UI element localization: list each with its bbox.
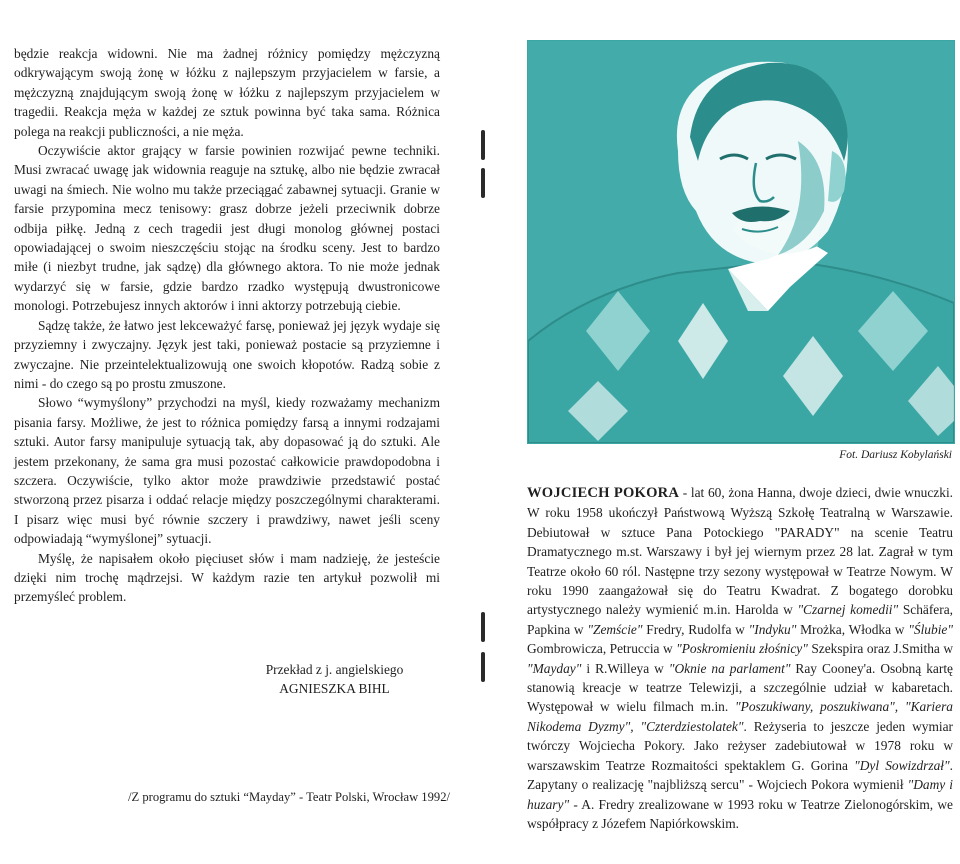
article-paragraph: Myślę, że napisałem około pięciuset słów i mam nadzieję, że jesteście dzięki nim trochę mądrzejsi. W każdym razie ten artykuł pozwolił mi przemyśleć problem.	[14, 550, 440, 605]
article-paragraph: będzie reakcja widowni. Nie ma żadnej różnicy pomiędzy mężczyzną odkrywającym swoją żonę w łóżku z najlepszym przyjacielem w farsie, a mężczyzną znajdującym swoją żonę w łóżku z najlepszym przyjacielem w tragedii. Reakcja męża w każdej ze sztuk powinna być taka sama. Różnica polega na reakcji publiczności, a nie męża.	[14, 46, 440, 139]
bio-text-run: Gombrowicza, Petruccia w	[527, 641, 677, 657]
translation-credit	[252, 660, 417, 698]
bio-paragraph	[527, 483, 953, 833]
bio-text-run: - A. Fredry zrealizowane w 1993 roku w Teatrze Zielonogórskim, we współpracy z Józefem Napiórkowskim.	[527, 796, 953, 831]
article-paragraph: Oczywiście aktor grający w farsie powinien rozwijać pewne techniki. Musi zwracać uwagę jak widownia reaguje na sztukę, albo nie będzie zwracał uwagi na śmiech. Nie wolno mu także przeciągać zabawnej sytuacji. Granie w farsie przypomina mecz tenisowy: grasz dobrze jeżeli przeciwnik dobrze odbija piłkę. Jedną z cech tragedii jest długi monolog głównej postaci opowiadającej o swoim nieszczęściu stojąc na środku sceny. Jest to bardzo miłe (i niezbyt trudne, jak sądzę) dla głównego aktora. To nie może jednak wydarzyć się w farsie, gdzie bardzo rzadko występują dwustronicowe monologi. Potrzebujesz innych aktorów i inni aktorzy potrzebują ciebie.	[14, 143, 440, 314]
bio-text-run: . Zapytany o realizację "najbliższą sercu" - Wojciech Pokora wymienił	[527, 757, 953, 793]
bio-title-italic: "Czarnej komedii"	[797, 602, 899, 618]
bio-text-run: Schäfera, Papkina w	[527, 602, 954, 637]
bio-title-italic: "Poszukiwany, poszukiwana", "Kariera Nikodema Dyzmy", "Czterdziestolatek"	[527, 699, 953, 734]
bio-text-run: Ray Cooney'a. Osobną kartę stanowią kreacje w teatrze Telewizji, a szczególnie udział w kabaretach. Występował w wielu filmach m.in.	[527, 660, 953, 715]
bio-text-run: Szekspira oraz J.Smitha w	[807, 641, 953, 657]
bio-text-run: - lat 60, żona Hanna, dwoje dzieci, dwie wnuczki. W roku 1958 ukończył Państwową Wyższą Szkołę Teatralną w Warszawie. Debiutował w sztuce Pana Potockiego "PARADY" na scenie Teatru Dramatycznego m.st. Warszawy i był jej wiernym przez 28 lat. Zagrał w tym Teatrze około 60 ról. Następne trzy sezony występował w Teatrze Nowym. W roku 1990 zaangażował się do Teatru Kwadrat. Z bogatego dorobku artystycznego należy wymienić m.in. Harolda w	[527, 485, 954, 618]
bio-text	[527, 485, 953, 831]
bio-title-italic: "Poskromieniu złośnicy"	[676, 641, 808, 657]
article-paragraph: Sądzę także, że łatwo jest lekceważyć farsę, ponieważ jej język wydaje się przyziemny i zwyczajny. Język jest taki, ponieważ postacie są przyziemne i zwyczajne. Nie przeintelektualizowują one swoich kłopotów. Radzą sobie z nimi - do czego są po prostu zmuszone.	[14, 317, 440, 391]
bio-title-italic: "Damy i huzary"	[527, 777, 954, 812]
bio-title-italic: "Dyl Sowizdrzał"	[854, 757, 950, 773]
photo-credit: Fot. Dariusz Kobylański	[839, 449, 952, 461]
actor-biography	[527, 483, 953, 833]
translation-line: Przekład z j. angielskiego	[265, 662, 404, 677]
article-text	[14, 44, 440, 607]
bio-title-italic: "Ślubie"	[908, 621, 953, 637]
actor-name: WOJCIECH POKORA	[527, 485, 680, 501]
article-paragraph: Słowo “wymyślony” przychodzi na myśl, kiedy rozważamy mechanizm pisania farsy. Możliwe, że jest to różnica pomiędzy farsą a innymi rodzajami sztuki. Autor farsy manipuluje sytuacją tak, aby dopasować ją do sztuki. Ale jestem przekonany, że sama gra musi pozostać całkowicie prawdopodobna i szczera. Oczywiście, tylko aktor może prawdziwie przedstawić postać stworzoną przez pisarza i oddać relacje między poszczególnymi charakterami. I pisarz więc musi być równie szczery i prawdziwy, nawet jeśli sceny odpowiadają “wymyślonej” sytuacji.	[14, 395, 440, 547]
actor-portrait-photo	[527, 40, 955, 444]
bio-text-run: Mrożka, Włodka w	[796, 621, 909, 637]
bio-title-italic: "Oknie na parlament"	[668, 660, 791, 676]
bio-text-run: Fredry, Rudolfa w	[642, 621, 749, 637]
bio-title-italic: "Mayday"	[527, 660, 582, 676]
bio-title-italic: "Zemście"	[587, 621, 643, 637]
translator-name: AGNIESZKA BIHL	[279, 681, 390, 696]
bio-title-italic: "Indyku"	[748, 621, 797, 637]
bio-text-run: . Reżyseria to jeszcze jeden wymiar twórczy Wojciecha Pokory. Jako reżyser zadebiutował w 1978 roku w warszawskim Teatrze Rozmaitości spektaklem G. Gorina	[527, 718, 954, 773]
bio-text-run: i R.Willeya w	[581, 660, 669, 676]
source-note: /Z programu do sztuki “Mayday” - Teatr Polski, Wrocław 1992/	[127, 790, 450, 804]
